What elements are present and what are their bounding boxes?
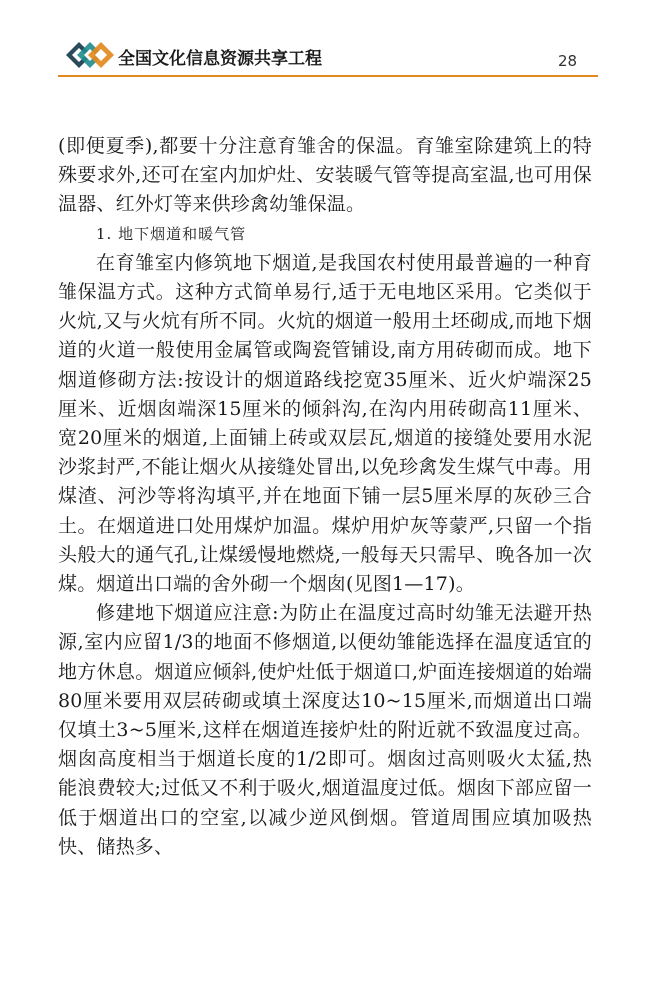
header-divider	[58, 75, 598, 77]
page-header	[0, 0, 646, 80]
section-subheading: 1. 地下烟道和暖气管	[96, 224, 247, 243]
page-number: 28	[558, 52, 578, 70]
article-body	[58, 132, 592, 862]
paragraph-1: (即便夏季),都要十分注意育雏舍的保温。育雏室除建筑上的特殊要求外,还可在室内加炉灶、安装暖气管等提高室温,也可用保温器、红外灯等来供珍禽幼雏保温。	[58, 135, 592, 216]
header-title: 全国文化信息资源共享工程	[118, 49, 322, 69]
paragraph-3: 修建地下烟道应注意:为防止在温度过高时幼雏无法避开热源,室内应留1/3的地面不修烟道,以便幼雏能选择在温度适宜的地方休息。烟道应倾斜,使炉灶低于烟道口,炉面连接烟道的始端80厘米要用双层砖砌或填土深度达10~15厘米,而烟道出口端仅填土3~5厘米,这样在烟道连接炉灶的附近就不致温度过高。烟囱高度相当于烟道长度的1/2即可。烟囱过高则吸火太猛,热能浪费较大;过低又不利于吸火,烟道温度过低。烟囱下部应留一低于烟道出口的空室,以减少逆风倒烟。管道周围应填加吸热快、储热多、	[58, 602, 592, 858]
paragraph-2: 在育雏室内修筑地下烟道,是我国农村使用最普遍的一种育雏保温方式。这种方式简单易行,适于无电地区采用。它类似于火炕,又与火炕有所不同。火炕的烟道一般用土坯砌成,而地下烟道的火道一般使用金属管或陶瓷管铺设,南方用砖砌而成。地下烟道修砌方法:按设计的烟道路线挖宽35厘米、近火炉端深25厘米、近烟囱端深15厘米的倾斜沟,在沟内用砖砌高11厘米、宽20厘米的烟道,上面铺上砖或双层瓦,烟道的接缝处要用水泥沙浆封严,不能让烟火从接缝处冒出,以免珍禽发生煤气中毒。用煤渣、河沙等将沟填平,并在地面下铺一层5厘米厚的灰砂三合土。在烟道进口处用煤炉加温。煤炉用炉灰等蒙严,只留一个指头般大的通气孔,让煤缓慢地燃烧,一般每天只需早、晚各加一次煤。烟道出口端的舍外砌一个烟囱(见图1—17)。	[58, 251, 592, 596]
diamond-logo-icon	[64, 40, 116, 70]
